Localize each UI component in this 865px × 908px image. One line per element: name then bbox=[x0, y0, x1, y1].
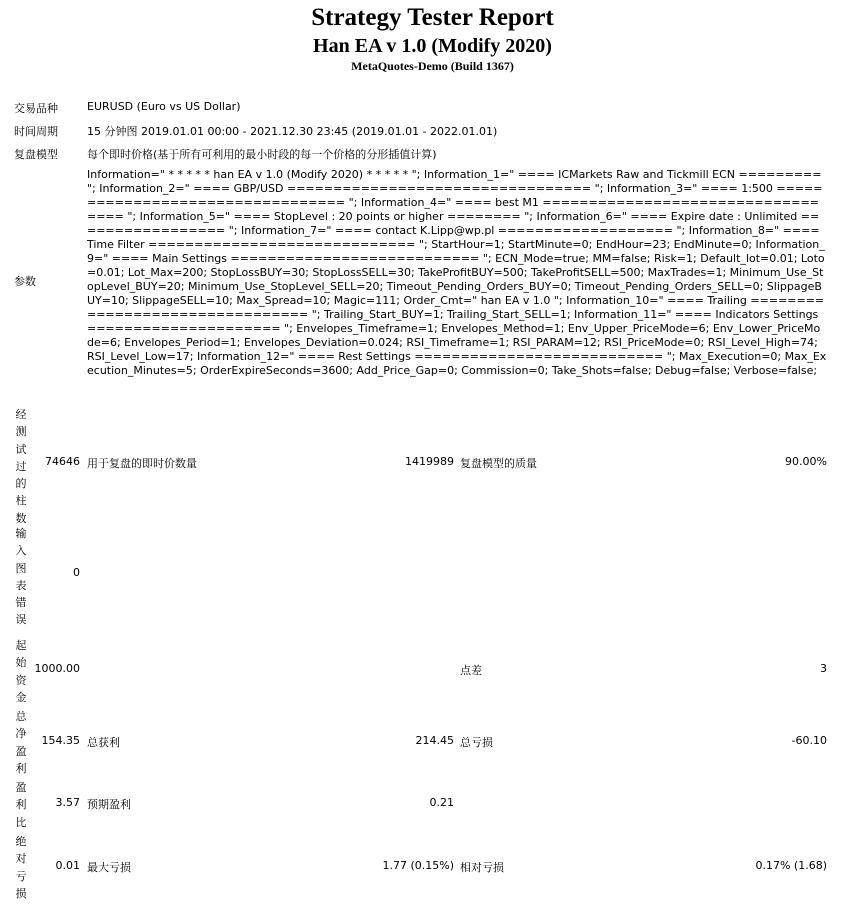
symbol-value: EURUSD (Euro vs US Dollar) bbox=[87, 100, 241, 113]
model-label: 复盘模型 bbox=[14, 148, 58, 161]
profit-factor-value: 3.57 bbox=[55, 796, 80, 809]
absolute-drawdown-label: 绝对亏损 bbox=[15, 835, 27, 900]
spread-label: 点差 bbox=[460, 664, 482, 677]
profit-factor-label: 盈利比 bbox=[15, 781, 27, 829]
expected-payoff-value: 0.21 bbox=[429, 796, 454, 809]
absolute-drawdown-value: 0.01 bbox=[55, 859, 80, 872]
gross-loss-label: 总亏损 bbox=[460, 736, 493, 749]
report-title: Strategy Tester Report bbox=[311, 4, 554, 31]
ticks-value: 1419989 bbox=[405, 455, 454, 468]
deposit-value: 1000.00 bbox=[34, 662, 80, 675]
deposit-label: 起始资金 bbox=[15, 639, 27, 704]
ea-name: Han EA v 1.0 (Modify 2020) bbox=[313, 35, 552, 57]
bars-label: 经测试过的柱数 bbox=[15, 408, 27, 525]
net-profit-label: 总净盈利 bbox=[15, 710, 27, 775]
errors-label: 输入图表错误 bbox=[15, 527, 27, 627]
params-label: 参数 bbox=[14, 275, 36, 288]
spread-value: 3 bbox=[820, 662, 827, 675]
net-profit-value: 154.35 bbox=[41, 734, 80, 747]
model-value: 每个即时价格(基于所有可利用的最小时段的每一个价格的分形插值计算) bbox=[87, 148, 437, 161]
period-label: 时间周期 bbox=[14, 125, 58, 138]
ticks-label: 用于复盘的即时价数量 bbox=[87, 457, 197, 470]
period-value: 15 分钟图 2019.01.01 00:00 - 2021.12.30 23:45 (2019.01.01 - 2022.01.01) bbox=[87, 125, 498, 138]
expected-payoff-label: 预期盈利 bbox=[87, 798, 131, 811]
quality-label: 复盘模型的质量 bbox=[460, 457, 537, 470]
maximal-drawdown-value: 1.77 (0.15%) bbox=[382, 859, 454, 872]
params-value: Information=" * * * * * han EA v 1.0 (Modify 2020) * * * * * "; Information_1=" ==== ICMarkets Raw and Tickmill ECN ========= "; Information_2=" ==== GBP/USD ================================= "; Information_3=" ==== 1:500 ================================= "; Information_4=" ==== best M1 ================================== "; Information_5=" ==== StopLevel : 20 points or higher ======== "; Information_6=" ==== Expire date : Unlimited ================= "; Information_7=" ==== contact K.Lipp@wp.pl =================== "; Information_8=" ==== Time Filter ============================= "; StartHour=1; StartMinute=0; EndHour=23; EndMinute=0; Information_9=" ==== Main Settings =========================== "; ECN_Mode=true; MM=false; Risk=1; Default_lot=0.01; Loto=0.01; Lot_Max=200; StopLossBUY=30; StopLossSELL=30; TakeProfitBUY=500; TakeProfitSELL=500; MaxTrades=1; Minimum_Use_StopLevel_BUY=20; Minimum_Use_StopLevel_SELL=20; Timeout_Pending_Orders_BUY=0; Timeout_Pending_Orders_SELL=0; SlippageBUY=10; SlippageSELL=10; Max_Spread=10; Magic=111; Order_Cmt=" han EA v 1.0 "; Information_10=" ==== Trailing ================================ "; Trailing_Start_BUY=1; Trailing_Start_SELL=1; Information_11=" ==== Indicators Settings ===================== "; Envelopes_Timeframe=1; Envelopes_Method=1; Env_Upper_PriceMode=6; Env_Lower_PriceMode=6; Envelopes_Period=1; Envelopes_Deviation=0.024; RSI_Timeframe=1; RSI_PARAM=12; RSI_PriceMode=0; RSI_Level_High=74; RSI_Level_Low=17; Information_12=" ==== Rest Settings =========================== "; Max_Execution=0; Max_Execution_Minutes=5; OrderExpireSeconds=3600; Add_Price_Gap=0; Commission=0; Take_Shots=false; Debug=false; Verbose=false; bbox=[87, 168, 827, 377]
maximal-drawdown-label: 最大亏损 bbox=[87, 861, 131, 874]
gross-profit-label: 总获利 bbox=[87, 736, 120, 749]
server-build: MetaQuotes-Demo (Build 1367) bbox=[351, 59, 514, 73]
relative-drawdown-label: 相对亏损 bbox=[460, 861, 504, 874]
quality-value: 90.00% bbox=[785, 455, 827, 468]
relative-drawdown-value: 0.17% (1.68) bbox=[755, 859, 827, 872]
bars-value: 74646 bbox=[45, 455, 80, 468]
errors-value: 0 bbox=[73, 566, 80, 579]
gross-profit-value: 214.45 bbox=[415, 734, 454, 747]
gross-loss-value: -60.10 bbox=[791, 734, 827, 747]
symbol-label: 交易品种 bbox=[14, 102, 58, 115]
